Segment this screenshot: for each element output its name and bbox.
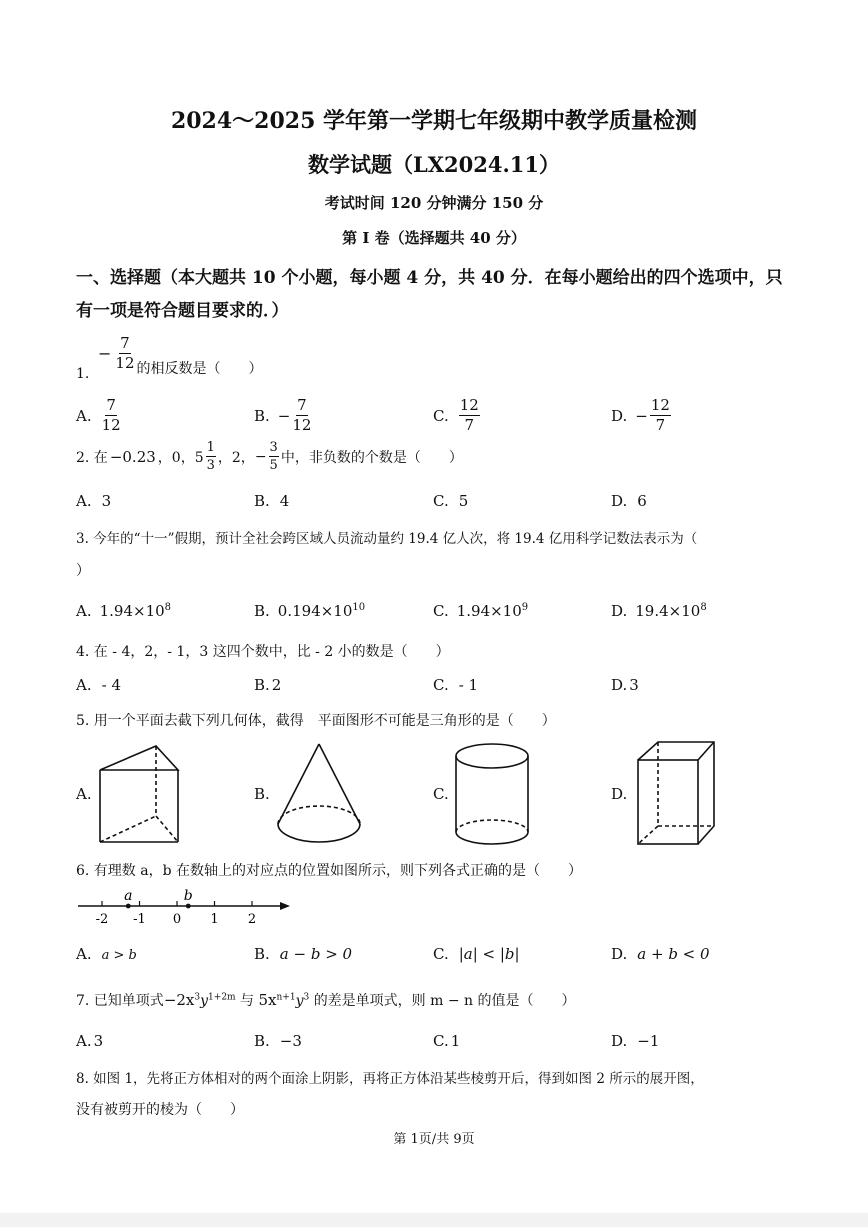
number-line-point-label-a: a — [124, 888, 133, 904]
q4-option-c[interactable]: C. - 1 — [433, 676, 479, 694]
question-8-line2: 没有被剪开的棱为（ ） — [76, 1102, 244, 1118]
q4-option-b[interactable]: B. 2 — [254, 676, 282, 694]
volume-heading: 第 I 卷（选择题共 40 分） — [342, 229, 526, 247]
triangular-prism-figure — [94, 742, 184, 848]
q7-option-a[interactable]: A. 3 — [76, 1032, 104, 1050]
number-line-figure — [76, 884, 296, 928]
section-heading-line2: 有一项是符合题目要求的．） — [76, 301, 289, 321]
q3-option-d[interactable]: D. $19.4\times 10^8$ — [611, 602, 707, 620]
page-subtitle: 数学试题（LX2024.11） — [307, 152, 561, 177]
q7-option-b[interactable]: B. −3 — [254, 1032, 302, 1050]
number-line-tick-label: -2 — [95, 912, 109, 927]
q1-option-a[interactable]: A. $\frac{7}{12}$ — [76, 396, 121, 434]
number-line-tick-label: 2 — [247, 912, 257, 927]
question-3-line1: 3. 今年的“十一”假期，预计全社会跨区域人员流动量约 19.4 亿人次，将 19.4 亿用科学记数法表示为（ — [76, 531, 698, 547]
q6-option-c[interactable]: C. |a| < |b| — [433, 945, 520, 963]
q7-option-d[interactable]: D. −1 — [611, 1032, 660, 1050]
number-line-tick-label: 0 — [172, 912, 182, 927]
fraction: $\frac{7}{12}$ — [115, 334, 135, 372]
question-text: 的相反数是（ ） — [136, 360, 263, 377]
cylinder-figure — [450, 740, 534, 850]
question-number: 1. — [76, 366, 90, 382]
cube-figure — [634, 738, 718, 850]
q5-option-c[interactable]: C. — [433, 785, 449, 803]
exam-info: 考试时间 120 分钟满分 150 分 — [324, 194, 544, 212]
q2-option-a[interactable]: A. 3 — [76, 492, 112, 510]
number-line-tick-label: 1 — [210, 912, 219, 927]
q3-option-a[interactable]: A. $1.94\times 10^8$ — [76, 602, 172, 620]
q2-option-d[interactable]: D. 6 — [611, 492, 647, 510]
number-line-arrow — [280, 902, 290, 910]
q6-option-b[interactable]: B. a − b > 0 — [254, 945, 353, 963]
q4-option-a[interactable]: A. - 4 — [76, 676, 121, 694]
page-title: 2024～2025 学年第一学期七年级期中教学质量检测 — [170, 108, 698, 134]
question-2: 2. 在 −0.23 ，0，5 $\frac{1}{3}$ ，2， − $\frac{3}{5}$ 中，非负数的个数是（ ） — [76, 440, 463, 473]
number-line-point-b — [186, 904, 191, 909]
q7-option-c[interactable]: C. 1 — [433, 1032, 461, 1050]
question-8-line1: 8. 如图 1，先将正方体相对的两个面涂上阴影，再将正方体沿某些棱剪开后，得到如图 2 所示的展开图， — [76, 1071, 704, 1087]
number-line-tick-label: -1 — [133, 912, 146, 927]
q3-option-b[interactable]: B. $0.194\times 10^{10}$ — [254, 602, 366, 620]
q6-option-a[interactable]: A. a > b — [76, 945, 137, 963]
q1-option-d[interactable]: D. − $\frac{12}{7}$ — [611, 396, 670, 434]
question-7: 7. 已知单项式$-2x^3y^{1+2m}$ 与 $5x^{n+1}y^3$ 的差是单项式，则 m − n 的值是（ ） — [76, 991, 576, 1009]
q6-option-d[interactable]: D. a + b < 0 — [611, 945, 710, 963]
section-heading-line1: 一、选择题（本大题共 10 个小题，每小题 4 分，共 40 分．在每小题给出的四个选项中，只 — [76, 268, 783, 288]
q5-option-b[interactable]: B. — [254, 785, 270, 803]
q1-option-b[interactable]: B. − $\frac{7}{12}$ — [254, 396, 312, 434]
q2-option-c[interactable]: C. 5 — [433, 492, 469, 510]
question-4: 4. 在 - 4，2，- 1，3 这四个数中，比 - 2 小的数是（ ） — [76, 644, 450, 660]
q5-option-d[interactable]: D. — [611, 785, 628, 803]
q4-option-d[interactable]: D. 3 — [611, 676, 639, 694]
q2-option-b[interactable]: B. 4 — [254, 492, 290, 510]
number-line-point-label-b: b — [183, 888, 193, 904]
question-3-line2: ） — [76, 563, 90, 579]
q3-option-c[interactable]: C. $1.94\times 10^9$ — [433, 602, 529, 620]
page-footer: 第 1页/共 9页 — [393, 1132, 475, 1147]
number-line-point-a — [126, 904, 131, 909]
question-5: 5. 用一个平面去截下列几何体，截得 平面图形不可能是三角形的是（ ） — [76, 713, 556, 729]
cone-figure — [272, 740, 366, 850]
bottom-border — [0, 1213, 868, 1227]
q1-option-c[interactable]: C. $\frac{12}{7}$ — [433, 396, 479, 434]
question-6: 6. 有理数 a，b 在数轴上的对应点的位置如图所示，则下列各式正确的是（ ） — [76, 863, 583, 879]
q5-option-a[interactable]: A. — [76, 785, 92, 803]
